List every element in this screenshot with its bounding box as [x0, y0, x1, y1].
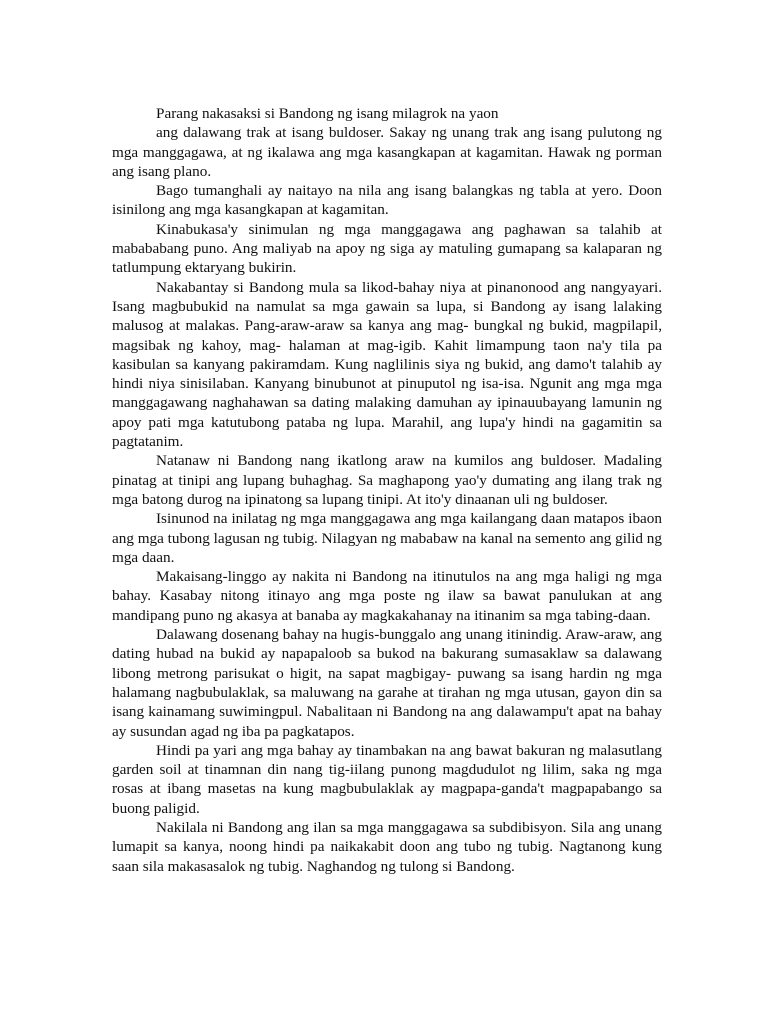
paragraph-11: Nakilala ni Bandong ang ilan sa mga manggagawa sa subdibisyon. Sila ang unang lumapit sa kanya, noong hindi pa naikakabit doon ang tubo ng tubig. Nagtanong kung saan sila makasasalok ng tubig. Naghandog ng tulong si Bandong.	[112, 818, 662, 875]
story-text	[112, 104, 662, 876]
paragraph-8: Makaisang-linggo ay nakita ni Bandong na itinutulos na ang mga haligi ng mga bahay. Kasabay nitong itinayo ang mga poste ng ilaw sa bawat panulukan at ang mandipang puno ng akasya at banaba ay magkakahanay na itinanim sa mga tabing-daan.	[112, 568, 662, 624]
paragraph-9: Dalawang dosenang bahay na hugis-bunggalo ang unang itinindig. Araw-araw, ang dating hubad na bukid ay napapaloob sa bukod na bakurang sumasaklaw sa dalawang libong metrong parisukat o higit, na sapat magbigay- puwang sa isang hardin ng mga halamang nagbubulaklak, sa maluwang na garahe at tirahan ng mga utusan, gayon din sa isang kainamang suwimingpul. Nabalitaan ni Bandong na ang dalawampu't apat na bahay ay susundan agad ng iba pa pagkatapos.	[112, 626, 662, 740]
paragraph-1: Parang nakasaksi si Bandong ng isang milagrok na yaon	[156, 105, 499, 122]
paragraph-2: ang dalawang trak at isang buldoser. Sakay ng unang trak ang isang pulutong ng mga manggagawa, at ng ikalawa ang mga kasangkapan at kagamitan. Hawak ng porman ang isang plano.	[112, 124, 662, 180]
paragraph-4: Kinabukasa'y sinimulan ng mga manggagawa ang paghawan sa talahib at mabababang puno. Ang maliyab na apoy ng siga ay matuling gumapang sa kalaparan ng tatlumpung ektaryang bukirin.	[112, 220, 662, 277]
paragraph-7: Isinunod na inilatag ng mga manggagawa ang mga kailangang daan matapos ibaon ang mga tubong lagusan ng tubig. Nilagyan ng mababaw na kanal na semento ang gilid ng mga daan.	[112, 510, 662, 566]
paragraph-5: Nakabantay si Bandong mula sa likod-bahay niya at pinanonood ang nangyayari. Isang magbubukid na namulat sa mga gawain sa lupa, si Bandong ay isang lalaking malusog at malakas. Pang-araw-araw sa kanya ang mag- bungkal ng bukid, magpilapil, magsibak ng kahoy, mag- halaman at mag-igib. Kahit limampung taon na'y tila pa kasibulan sa kanyang pakiramdam. Kung naglilinis siya ng bukid, ang damo't talahib ay hindi niya sinisilaban. Kanyang binubunot at pinuputol ng isa-isa. Ngunit ang mga mga manggagawang naghahawan sa dating malaking damuhan ay ipinauubayang lamunin ng apoy pati mga katutubong pataba ng lupa. Marahil, ang lupa'y hindi na gagamitin sa pagtatanim.	[112, 278, 662, 451]
paragraph-3: Bago tumanghali ay naitayo na nila ang isang balangkas ng tabla at yero. Doon isinilong ang mga kasangkapan at kagamitan.	[112, 182, 662, 219]
paragraph-10: Hindi pa yari ang mga bahay ay tinambakan na ang bawat bakuran ng malasutlang garden soil at tinamnan din nang tig-iilang punong magdudulot ng lilim, saka ng mga rosas at ibang masetas na kung magbubulaklak ay magpapa-ganda't magpapabango sa buong paligid.	[112, 741, 662, 817]
paragraph-6: Natanaw ni Bandong nang ikatlong araw na kumilos ang buldoser. Madaling pinatag at tinipi ang lupang buhaghag. Sa maghapong yao'y dumating ang ilang trak ng mga batong durog na ipinatong sa lupang tinipi. At ito'y dinaanan uli ng buldoser.	[112, 452, 662, 508]
